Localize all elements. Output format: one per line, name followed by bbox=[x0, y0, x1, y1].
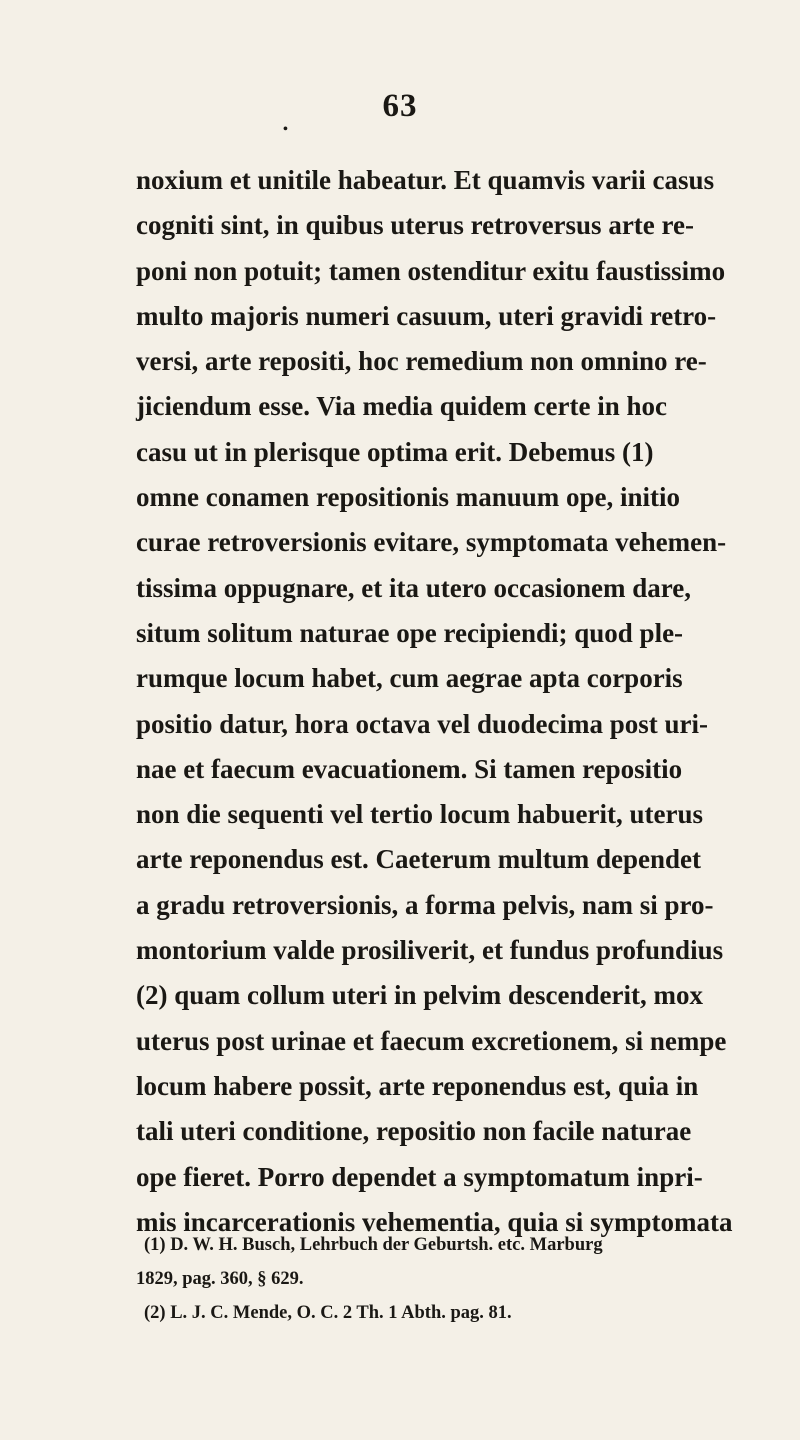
text-line: ope fieret. Porro dependet a symptomatum inpri- bbox=[136, 1161, 703, 1192]
text-line: locum habere possit, arte reponendus est, quia in bbox=[136, 1070, 699, 1101]
text-line: multo majoris numeri casuum, uteri gravidi retro- bbox=[136, 300, 717, 331]
footnote-1-continued: 1829, pag. 360, § 629. bbox=[136, 1269, 304, 1289]
text-line: nae et faecum evacuationem. Si tamen repositio bbox=[136, 753, 683, 784]
text-line: versi, arte repositi, hoc remedium non omnino re- bbox=[136, 346, 707, 377]
text-line: rumque locum habet, cum aegrae apta corporis bbox=[136, 663, 683, 694]
text-line: situm solitum naturae ope recipiendi; quod ple- bbox=[136, 617, 684, 648]
text-line: tissima oppugnare, et ita utero occasionem dare, bbox=[136, 572, 691, 603]
page-number: 63 bbox=[382, 88, 418, 124]
text-line: arte reponendus est. Caeterum multum dependet bbox=[136, 844, 701, 875]
text-line: mis incarcerationis vehementia, quia si symptomata bbox=[136, 1206, 733, 1237]
text-line: curae retroversionis evitare, symptomata vehemen- bbox=[136, 527, 727, 558]
text-line: poni non potuit; tamen ostenditur exitu faustissimo bbox=[136, 255, 726, 286]
text-line: uterus post urinae et faecum excretionem, si nempe bbox=[136, 1025, 727, 1056]
footnotes bbox=[136, 1228, 716, 1330]
text-line: (2) quam collum uteri in pelvim descenderit, mox bbox=[136, 980, 703, 1011]
text-line: non die sequenti vel tertio locum habuerit, uterus bbox=[136, 799, 703, 830]
footnote-2: (2) L. J. C. Mende, O. C. 2 Th. 1 Abth. pag. 81. bbox=[144, 1303, 512, 1323]
text-line: tali uteri conditione, repositio non facile naturae bbox=[136, 1116, 692, 1147]
printer-mark: • bbox=[283, 122, 288, 137]
body-text bbox=[136, 158, 733, 1245]
text-line: montorium valde prosiliverit, et fundus profundius bbox=[136, 935, 724, 966]
text-line: a gradu retroversionis, a forma pelvis, nam si pro- bbox=[136, 889, 714, 920]
text-line: cogniti sint, in quibus uterus retroversus arte re- bbox=[136, 210, 694, 241]
text-line: casu ut in plerisque optima erit. Debemus (1) bbox=[136, 436, 654, 467]
text-line: jiciendum esse. Via media quidem certe in hoc bbox=[136, 391, 667, 422]
text-line: noxium et unitile habeatur. Et quamvis varii casus bbox=[136, 165, 715, 195]
text-line: omne conamen repositionis manuum ope, initio bbox=[136, 482, 681, 513]
footnote-1: (1) D. W. H. Busch, Lehrbuch der Geburtsh. etc. Marburg bbox=[144, 1235, 603, 1255]
text-line: positio datur, hora octava vel duodecima post uri- bbox=[136, 708, 709, 739]
